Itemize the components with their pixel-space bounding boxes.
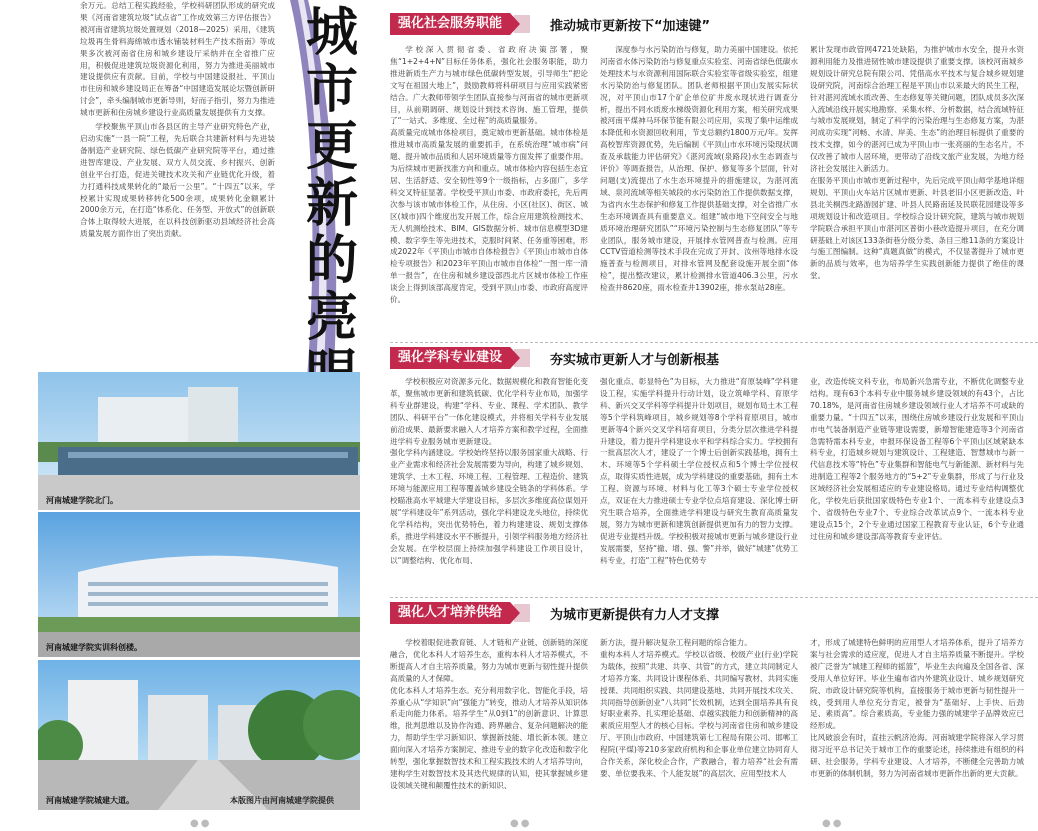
photo-credit: 本版图片由河南城建学院提供 [230,796,334,805]
section2-col2 [600,376,798,594]
left-paragraph: 学校聚焦平顶山市各县区的主导产业研究特色产业，启动实施“一县一院”工程，先后联合共建新材料与先进装备制造产业研究院、绿色低碳产业研究院等平台，通过推进智库建设、产业发展、双方人员交流、乡村振兴、创新创业平台打造，促进关键技术攻关和产业链优化升级，着力打通科技成果转化的“最后一公里”。“十四五”以来，学校累计实现成果转移转化500余项，成果转化金额累计2000余万元，在打造“体系化、任务型、开放式”的创新联合体上取得较大进展，在以科技创新驱动县域经济社会高质量发展方面作出了突出贡献。 [80,122,275,239]
section3-col1 [390,637,588,809]
section-title: 推动城市更新按下“加速键” [550,18,711,34]
section-tag: 强化社会服务职能 [390,13,510,35]
photo-caption: 河南城建学院城建大道。 [46,796,134,805]
left-paragraph: 余万元。总结工程实践经验，学校科研团队形成的研究成果《河南省建筑垃圾“试点省”工作成效第三方评估报告》被河南省建筑垃圾处置规划（2018—2025）采用，《建筑垃圾再生骨料海绵城市透水铺装材料生产技术指南》等成果多次被河南省住房和城乡建设厅采纳并在全省推广应用，积极促进建筑垃圾资源化利用，努力为推进美丽城市建设提供应有贡献。目前，学校与中国建设报社、平顶山市住房和城乡建设局正在筹备“中国建造发展论坛暨创新研讨会”，牵头编制城市更新导则，好而子指引，努力为推进城市更新和住房城乡建设行业高质量发展提供有力支撑。 [80,1,275,118]
photo-north-gate [38,372,360,510]
left-column-text [80,0,275,370]
section-title: 夯实城市更新人才与创新根基 [550,352,720,368]
paragraph: 学校深入贯彻省委、省政府决策部署，聚焦“1+2+4+N”目标任务体系，强化社会服务职能，助力推进新质生产力与城市绿色低碳转型发展，引导师生“把论文写在祖国大地上”，鼓励教师将科研项目与应用实践紧密结合。广大教师带领学生团队直接参与河南省的城市更新项目，从前期调研、规划设计到技术咨询、施工管理，提供了“一站式、多维度、全过程”的高质量服务。 高质量完成城市体检项目，奠定城市更新基础。城市体检是推进城市高质量发展的重要抓手，在系统治理“城市病”问题、提升城市品质和人居环境质量等方面发挥了重要作用。为后续城市更新找准方向和重点。城市体检内容包括生态宜居、生活舒适、安全韧性等9个一级指标，占多面广，多学科交叉特征显著。学校受平顶山市委、市政府委托，先后两次参与该市城市体检工作，从住房、小区(社区)、街区、城区(城市)四个维度出发开展工作，综合应用建筑检测技术、无人机测绘技术、BIM、GIS数据分析、城市信息模型3D建模、数字孪生等先进技术，克服时间紧、任务重等困难，形成2022年《平顶山市城市自体检报告》《平顶山市城市自体检专项报告》和2023年平顶山市城市自体检“一图一库一清单一报告”，在住房和城乡建设部西北片区城市体检工作座谈会上得到该部高度肯定，受到平顶山市委、市政府高度评价。 [390,45,588,305]
paragraph: 学校积极应对资源多元化、数据规模化和教育智能化变革，聚焦城市更新和建筑低碳、优化学科专业布局，加强学科专业群建设，构建“学科、专业、课程、学术团队、教学团队、科研平台”一体化建设模式，并将相关学科专业发展前沿成果、最新要求融入人才培养方案和教学过程，全面推进学科专业服务城市更新建设。 强化学科内涵建设。学校始终坚持以服务国家重大战略、行业产业需求和经济社会发展需要为导向，构建了城乡规划、建筑学、土木工程、环境工程、工程管理、工程造价、建筑环境与能源应用工程等覆盖城乡建设全链条的学科体系。学校瞄准高水平城建大学建设目标，多层次多维度高位谋划开展“学科建设年”系列活动，强化学科建设龙头地位，持续优化学科结构，突出优势特色，着力构建建设、规划支撑体系，推进学科建设水平不断提升，引领学科服务地方经济社会发展。在学校层面上持续加强学科建设工作项目设计，以“调整结构、优化布局、 [390,377,588,565]
section-tag: 强化人才培养供给 [390,602,510,624]
section2-col3 [810,376,1024,594]
section3-col2 [600,637,798,809]
paragraph: 学校着眼促进教育链、人才链和产业链、创新链的深度融合，优化本科人才培养生态，重构本科人才培养模式，不断提高人才自主培养质量，努力为城市更新与韧性提升提供高质量的人才保障。 优化本科人才培养生态。充分利用数字化、智能化手段，培养重心从“学知识”向“强能力”转变，推动人才培养从知识体系走向能力体系。培养学生“从0到1”的创新意识、计算思维，批判思维以及协作沟通、跨界融合、复杂问题解决的能力，帮助学生学习新知识、掌握新技能、增长新本领。建立面向深入才培养方案制定、推进专业的数字化改造和数字化转型，强化掌握数智技术和工程实践技术的人才培养导向，建构学生对数智技术及其迭代规律的认知，使其掌握城乡建设领域关键和颠覆性技术的新知识、 [390,638,588,790]
title-char: 更 [305,116,358,177]
section1-col3 [810,44,1024,339]
page-dots: ●● [190,818,212,829]
section1-col2 [600,44,798,339]
section-divider [390,597,1038,598]
photo-training-building [38,512,360,657]
section-header-discipline [390,347,719,369]
section1-col1 [390,44,588,339]
photo-caption: 河南城建学院实训科创楼。 [46,643,142,652]
title-char: 的 [305,230,358,291]
photo-chengjian-avenue [38,660,360,810]
paragraph: 新方法，提升解决复杂工程问题的综合能力。 重构本科人才培养模式。学校以省级、校级产业(行业)学院为载体，按照“共建、共享、共管”的方式，建立共同制定人才培养方案、共同设计课程体系、共同编写教材、共同实施授课、共同组织实践、共同建设基地、共同开展技术攻关、共同指导创新创业“八共同”长效机制，达到全面培养具有良好职业素养、扎实理论基础、卓越实践能力和创新精神的高素质应用型人才的核心目标。学校与河南省住房和城乡建设厅、平顶山市政府、中国建筑第七工程局有限公司、邯郸工程院(平煤)等210多家政府机构和企事业单位建立协同育人合作关系，深化校企合作，产教融合，着力培养“社会有需要、单位要我来、个人能发展”的高层次、应用型技术人 [600,638,798,778]
section-header-social-service [390,13,710,35]
paragraph: 业，改造传统文科专业，布局新兴急需专业，不断优化调整专业结构。现有63个本科专业中服务城乡建设领域的有43个，占比70.18%，是河南省住房城乡建设领域行业人才培养不可或缺的重要力量。“十四五”以来，围绕住房城乡建设行业发展和平顶山市电气装备制造产业链等建设需要，新增智能建造等3个河南省急需特需本科专业，申报环保设备工程等6个平顶山区域紧缺本科专业，打造城乡规划与建筑设计、工程建造、智慧城市与新一代信息技术等“特色”专业集群和智能电气与新能源、新材料与先进制造工程等2个服务地方的“5+2”专业集群，形成了与行业及区域经济社会发展相适应的专业建设格局。通过专业结构调整优化，学校先后获批国家级特色专业1个、一流本科专业建设点3个、省级特色专业7个、专业综合改革试点9个、一流本科专业建设点15个，2个专业通过国家工程教育专业认证，6个专业通过住房和城乡建设部高等教育专业评估。 [810,377,1024,541]
title-char: 市 [305,59,358,120]
page-dots: ●● [510,818,532,829]
paragraph: 强化重点、彰显特色”为目标，大力推进“育原装峰”学科建设工程，实施学科提升行动计划，设立筑峰学科、育原学科、新兴交叉学科等学科提升计划项目，规划布局土木工程等5个学科筑峰项目，城乡规划等8个学科育原项目，城市更新等4个新兴交叉学科培育项目，分类分层次推进学科提升建设，着力提升学科建设水平和学科综合实力。学校拥有一批高层次人才，建设了一个博士后创新实践基地，拥有土木、环境等5个学科硕士学位授权点和5个博士学位授权点，取得实质性进展，成为学科建设的重要基础，拥有土木工程、资源与环境、材料与化工等3个硕士专业学位授权点，双证在大力推进硕士专业学位点培育建设、深化博士研究生联合培养，全面推进学科建设与研究生教育高质量发展，努力为城市更新和建筑创新提供更加有力的智力支撑。 促进专业提档升级。学校积极对接城市更新与城乡建设行业发展需要，坚持“撤、增、强、警”并举，做好“城建”优势工科专业，打造“工程”特色优势专 [600,377,798,565]
paragraph: 深度参与水污染防治与修复，助力美丽中国建设。依托河南省水体污染防治与修复重点实验室、河南省绿色低碳水处理技术与水资源利用国际联合实验室等省级实验室，组建水污染防治与修复团队。团队老师根据平顶山发展实际状况，对平顶山市17个矿企单位矿井废水现状进行调查分析，提出不同水质废水梯级资源化利用方案，相关研究成果被河南平煤神马环保节能有限公司应用，实现了集中运维成本降低和水资源回收利用，节支总额约1800万元/年。发挥高校智库资源优势，先后编制《平顶山市水环境污染现状调查及承载能力评估研究》《湛河流域(泉路段)水生态调查与评价》等调查报告，从治理、保护、修复等多个层面，针对问题(支)流提出了水生态环境提升的措施建议，为湛河流域、泉河流域等相关城段的水污染防治工作提供数据支撑，为省内水生态保护和修复工作提供基础支撑，对全省推广水生态环境调查具有重要意义。组建“城市地下空间安全与地质环境治理研究团队”“环境污染控制与生态修复团队”等专业团队，服务城市建设，开展排水管网普查与检测。应用CCTV管道检测等技术手段在完成了开封、汝州等地排水设施普查与检测项目，对排水管网及配套设施开展全面“体检”，提出整改建议，累计检测排水管道406.3公里，污水检查井8620座，雨水检查井13902座，排水泵站28座。 [600,45,798,293]
section2-col1 [390,376,588,594]
page-dots: ●● [822,818,844,829]
paragraph: 才，形成了城建特色鲜明的应用型人才培养体系，提升了培养方案与社会需求的适应度，促进人才自主培养质量不断提升。学校被广泛誉为“城建工程师的摇篮”，毕业生去向遍及全国各省、深受用人单位好评。毕业生遍布省内外建筑业设计、城乡规划研究院、市政设计研究院等机构，直接服务于城市更新与韧性提升一线，受到用人单位充分肯定，被誉为“基础好、上手快、后劲足、素质高”。综合素质高，专业能力强的城建学子品牌效应已经形成。 比风破浪会有时，直挂云帆济沧海。河南城建学院将深入学习贯彻习近平总书记关于城市工作的重要论述，持续推进有组织的科研、社会服务，学科专业建设、人才培养，不断健全完善助力城市更新的体制机制，努力为河南省城市更新作出新的更大贡献。 [810,638,1024,778]
section3-col3 [810,637,1024,809]
photo-caption: 河南城建学院北门。 [46,496,118,505]
section-header-talent [390,602,719,624]
title-char: 亮 [305,287,358,348]
title-char: 城 [305,2,358,63]
section-divider [390,342,1038,343]
section-tag: 强化学科专业建设 [390,347,510,369]
title-char: 新 [305,173,358,234]
paragraph: 累计发现市政管网4721处缺陷，为推护城市水安全，提升水资源利用能力及推进韧性城市建设提供了重要支撑。该校河南城乡规划设计研究总院有限公司、凭借高水平技术与复合城乡规划建设研究院，河南综合治理工程是平顶山市以来最大的民生工程，针对湛河流域水质改善、生态修复等关键问题，团队成员多次深入流域沿线开展实地勘察、采集水样、分析数据，结合流域特征与城市发展规划，制定了科学的污染治理与生态修复方案，为湛河成功实现“河畅、水清、岸美、生态”的治理目标提供了重要的技术支撑，如今的湛河已成为平顶山市一张亮丽的生态名片，不仅改善了城市人居环境，更带动了沿线文旅产业发展，为地方经济社会发展注入新活力。 在服务平顶山市城市更新过程中，先后完成平顶山师学基地详细规划、平顶山火车站片区城市更新、叶县老旧小区更新改造、叶县北关桐西北路游园扩建、叶县人民路南延及民联花园建设等多项规划设计和改造项目。学校综合设计研究院，建筑与城市规划学院联合承担平顶山市湛河区普街小巷改造提升项目，在充分调研基础上对该区133条街巷分级分类、条目三维11条的方案设计与施工图编制。这种“真题真做”的模式，不仅显著提升了城市更新的品质与效率，也为培养学生实践创新能力提供了绝佳的课堂。 [810,45,1024,281]
section-title: 为城市更新提供有力人才支撑 [550,607,720,623]
